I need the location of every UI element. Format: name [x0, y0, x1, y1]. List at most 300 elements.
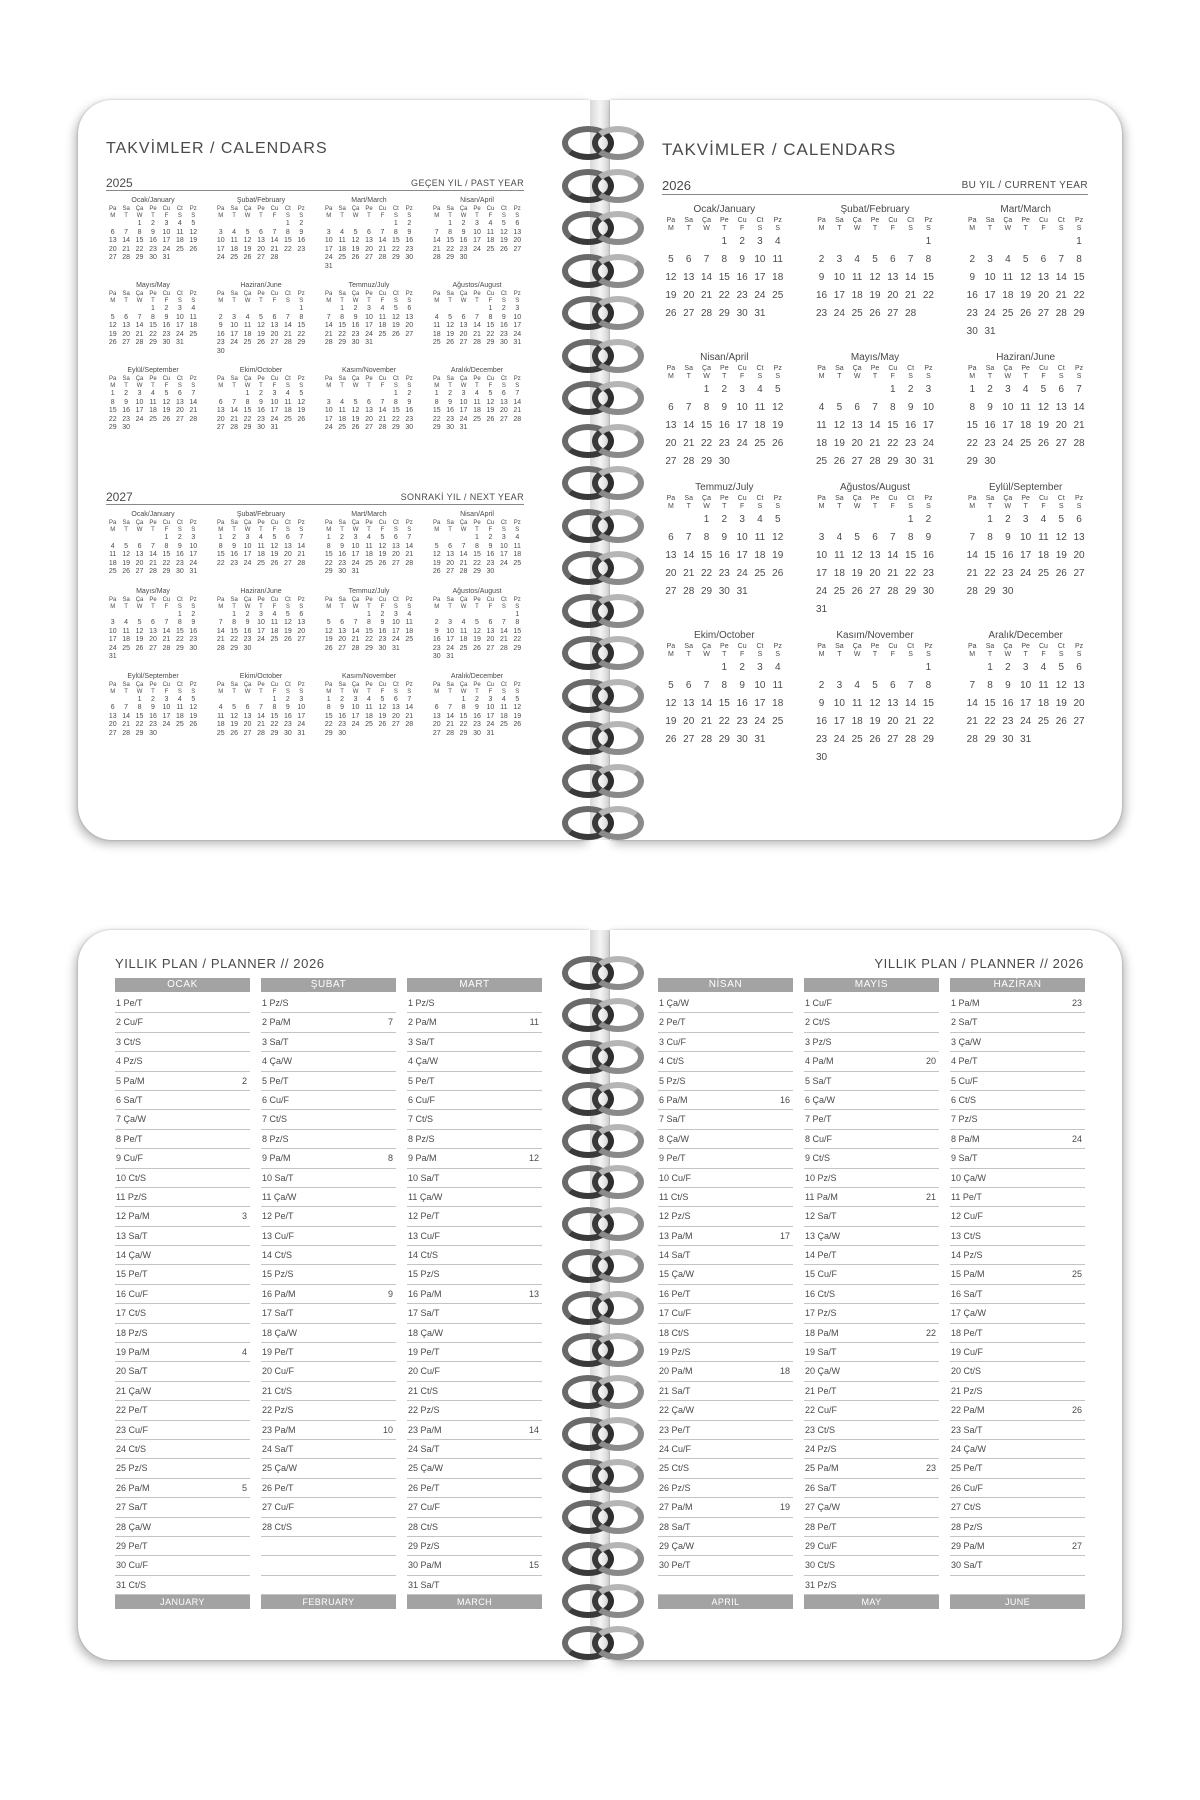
day-number: 19	[772, 550, 784, 561]
month-name: Kasım/November	[341, 367, 397, 374]
weekday-label-tr: Pa	[217, 291, 225, 297]
day-number: 10	[833, 272, 845, 283]
day-number: 12	[297, 398, 306, 406]
day-number: 18	[772, 272, 784, 283]
weekday-label-en: F	[890, 503, 895, 510]
day-number: 12	[473, 627, 481, 635]
weekday-label-tr: Pe	[257, 520, 265, 526]
weekday-label-tr: Pa	[666, 495, 676, 502]
day-number: 23	[162, 330, 171, 338]
day-number: 11	[772, 254, 783, 265]
weekday-label-en: S	[299, 688, 304, 695]
day-number: 21	[887, 568, 899, 579]
planner-day-row	[407, 1421, 542, 1440]
weekday-label-tr: Pz	[189, 291, 197, 297]
day-number: 25	[1020, 438, 1032, 449]
day-number: 23	[230, 559, 239, 567]
day-number: 20	[216, 415, 225, 423]
month-footer: JUNE	[950, 1595, 1085, 1609]
day-number: 4	[151, 390, 155, 397]
day-label: 18 Ça/W	[408, 1327, 444, 1338]
weekday-label-tr: Ct	[500, 596, 507, 603]
weekday-label-en: F	[272, 298, 277, 304]
weekday-label-en: T	[987, 651, 993, 658]
day-label: 26 Sa/T	[805, 1482, 837, 1493]
planner-day-row	[658, 1382, 793, 1401]
day-number: 7	[285, 313, 290, 321]
weekday-label-tr: Pa	[217, 520, 225, 526]
day-number: 17	[446, 636, 455, 643]
month-calendar	[430, 281, 524, 356]
day-number: 28	[270, 254, 279, 261]
blank-day	[830, 511, 848, 529]
weekday-label-tr: Pe	[870, 365, 880, 372]
month-name: Ağustos/August	[839, 482, 911, 493]
day-number: 26	[391, 330, 400, 338]
week-number: 12	[528, 1153, 539, 1164]
weekday-label-en: S	[1058, 373, 1064, 380]
planner-day-row	[115, 1072, 250, 1091]
day-number: 2	[448, 390, 453, 397]
weekday-label-tr: Ça	[351, 681, 360, 688]
weekday-label-en: F	[890, 651, 895, 658]
day-number: 26	[446, 339, 455, 346]
planner-day-row	[804, 1052, 939, 1071]
day-number: 31	[459, 424, 468, 431]
weekday-label-en: T	[686, 225, 691, 232]
weekday-label-en: W	[1004, 373, 1012, 380]
month-calendar	[430, 366, 524, 433]
day-number: 11	[270, 619, 279, 626]
day-number: 21	[700, 290, 713, 301]
weekday-label-en: T	[872, 503, 878, 510]
planner-day-row	[804, 1110, 939, 1129]
day-number: 1	[151, 305, 155, 312]
day-number: 14	[905, 698, 917, 709]
blank-day	[999, 233, 1017, 251]
day-number: 14	[257, 712, 265, 720]
planner-day-row	[407, 1149, 542, 1168]
day-number: 11	[257, 542, 265, 550]
day-number: 1	[285, 220, 290, 227]
day-number: 14	[270, 237, 279, 244]
day-number: 30	[718, 586, 730, 597]
day-number: 15	[175, 627, 184, 635]
weekday-label-tr: Sa	[230, 596, 238, 603]
weekday-label-en: W	[136, 688, 143, 695]
planner-day-row	[950, 1207, 1085, 1226]
day-number: 14	[378, 237, 387, 244]
day-number: 12	[772, 402, 784, 413]
day-number: 24	[459, 415, 468, 423]
blank-day	[430, 696, 443, 705]
weekday-label-tr: Pa	[217, 681, 225, 688]
month-days	[963, 217, 1088, 341]
day-label: 31 Ct/S	[116, 1579, 147, 1590]
day-number: 10	[189, 542, 198, 550]
weekday-label-en: W	[460, 603, 467, 610]
blank-day	[698, 659, 716, 677]
weekday-label-en: S	[757, 373, 763, 380]
planner-day-row	[115, 1052, 250, 1071]
blank-day	[830, 233, 848, 251]
weekday-label-tr: Pe	[149, 520, 157, 526]
weekday-label-en: T	[367, 603, 371, 610]
weekday-label-tr: Pz	[513, 681, 521, 688]
blank-day	[254, 220, 267, 229]
day-number: 28	[297, 559, 306, 567]
month-calendar	[214, 196, 308, 271]
weekday-label-en: T	[475, 527, 479, 533]
weekday-label-en: M	[218, 688, 224, 695]
blank-day	[662, 511, 680, 529]
month-days	[322, 291, 416, 348]
day-number: 31	[1020, 734, 1032, 745]
blank-day	[1017, 233, 1035, 251]
day-number: 16	[984, 420, 996, 431]
planner-day-row	[804, 1207, 939, 1226]
day-number: 3	[393, 610, 398, 618]
weekday-label-tr: Cu	[270, 376, 279, 382]
day-number: 7	[272, 228, 277, 236]
day-number: 7	[461, 542, 466, 550]
month-days	[106, 520, 200, 577]
day-number: 3	[299, 695, 304, 703]
day-number: 26	[108, 339, 117, 346]
weekday-label-tr: Pe	[365, 596, 373, 603]
day-number: 8	[890, 402, 896, 413]
weekday-label-tr: Cu	[737, 643, 747, 650]
day-number: 15	[283, 237, 292, 244]
day-number: 9	[721, 402, 728, 413]
month-name: Eylül/September	[127, 367, 179, 374]
month-calendar	[662, 203, 787, 341]
day-number: 8	[137, 704, 142, 711]
day-number: 17	[175, 322, 184, 329]
day-number: 27	[459, 339, 468, 346]
weekday-label-tr: Ct	[756, 643, 764, 650]
day-number: 16	[432, 636, 441, 643]
weekday-label-en: T	[367, 527, 371, 533]
day-number: 20	[365, 245, 373, 253]
day-label: 22 Cu/F	[805, 1405, 838, 1416]
day-number: 12	[432, 551, 441, 558]
blank-day	[848, 233, 866, 251]
month-calendar	[963, 351, 1088, 471]
day-number: 27	[216, 424, 225, 431]
day-number: 13	[297, 619, 306, 626]
weekday-label-tr: Pz	[189, 376, 197, 382]
blank-day	[848, 659, 866, 677]
weekday-label-en: W	[136, 213, 143, 219]
day-number: 25	[1037, 716, 1050, 727]
day-number: 6	[434, 704, 439, 711]
day-number: 11	[433, 322, 441, 329]
day-number: 19	[135, 636, 144, 643]
weekday-label-en: F	[1041, 373, 1046, 380]
weekday-label-tr: Pa	[109, 206, 117, 212]
day-number: 1	[703, 384, 710, 395]
day-label: 6 Ct/S	[951, 1094, 977, 1105]
day-label: 16 Ct/S	[805, 1288, 836, 1299]
blank-day	[106, 220, 119, 229]
day-number: 19	[243, 245, 252, 253]
day-label: 16 Pa/M	[408, 1288, 442, 1299]
weekday-label-en: M	[218, 383, 224, 389]
weekday-label-tr: Cu	[1038, 495, 1048, 502]
day-number: 2	[739, 662, 745, 673]
day-number: 16	[338, 551, 347, 558]
day-number: 16	[1002, 550, 1014, 561]
planner-day-row	[407, 1285, 542, 1304]
day-number: 13	[1037, 272, 1050, 283]
day-label: 9 Pe/T	[659, 1153, 686, 1164]
day-number: 14	[230, 407, 239, 414]
day-number: 23	[122, 415, 131, 423]
day-label: 17 Ct/S	[116, 1308, 147, 1319]
day-number: 9	[340, 704, 345, 711]
day-number: 15	[700, 550, 713, 561]
day-label: 30 Cu/F	[116, 1560, 149, 1571]
day-label: 28 Pz/S	[951, 1521, 983, 1532]
day-number: 29	[459, 729, 468, 737]
day-label: 19 Sa/T	[805, 1347, 837, 1358]
day-number: 29	[297, 339, 306, 346]
planner-day-row	[804, 1459, 939, 1478]
day-label: 28 Pe/T	[805, 1521, 837, 1532]
day-number: 30	[338, 729, 347, 737]
day-number: 2	[987, 384, 993, 395]
weekday-label-en: T	[448, 603, 452, 610]
day-number: 2	[818, 680, 825, 691]
day-number: 14	[905, 272, 917, 283]
month-days	[106, 597, 200, 662]
day-number: 11	[1038, 680, 1049, 691]
month-header: MAYIS	[804, 978, 939, 992]
day-number: 6	[137, 542, 142, 550]
blank-day	[214, 696, 227, 705]
blank-day	[963, 511, 981, 529]
day-number: 29	[338, 339, 347, 346]
day-number: 11	[772, 680, 783, 691]
day-number: 15	[391, 237, 400, 244]
weekday-label-en: T	[367, 298, 371, 304]
day-number: 6	[515, 220, 520, 227]
day-number: 26	[135, 644, 144, 652]
weekday-label-en: W	[136, 383, 143, 389]
day-number: 24	[189, 559, 198, 567]
day-number: 8	[285, 228, 290, 236]
day-number: 26	[1055, 716, 1067, 727]
day-number: 14	[513, 398, 522, 406]
weekday-label-tr: Ça	[243, 681, 252, 688]
day-number: 25	[459, 644, 468, 652]
day-label: 9 Cu/F	[116, 1153, 144, 1164]
weekday-label-tr: Ct	[1057, 217, 1065, 224]
day-number: 12	[378, 704, 387, 711]
day-number: 27	[391, 559, 400, 567]
day-label: 16 Pa/M	[262, 1288, 296, 1299]
weekday-label-en: M	[434, 213, 440, 219]
day-number: 3	[818, 532, 825, 543]
day-label: 22 Pa/M	[951, 1405, 985, 1416]
day-number: 10	[270, 398, 279, 406]
day-number: 11	[149, 398, 157, 406]
planner-day-row	[950, 1479, 1085, 1498]
weekday-label-tr: Pz	[1074, 217, 1084, 224]
weekday-label-en: S	[393, 383, 398, 389]
day-number: 25	[1037, 568, 1050, 579]
day-number: 23	[486, 559, 495, 567]
day-label: 2 Pa/M	[408, 1017, 437, 1028]
month-days	[106, 291, 200, 348]
planner-month-mart	[407, 978, 542, 1609]
day-number: 16	[905, 420, 917, 431]
blank-day	[146, 534, 159, 543]
day-number: 6	[685, 254, 692, 265]
day-number: 30	[216, 347, 225, 355]
day-number: 26	[378, 721, 387, 728]
weekday-label-tr: Pz	[189, 681, 197, 688]
weekday-label-tr: Ct	[907, 495, 915, 502]
weekday-label-en: W	[244, 603, 251, 610]
day-number: 12	[189, 704, 198, 711]
day-label: 8 Pz/S	[408, 1133, 435, 1144]
day-number: 30	[486, 568, 495, 575]
day-number: 7	[475, 313, 479, 321]
planner-day-row	[407, 1459, 542, 1478]
planner-day-row	[115, 1518, 250, 1537]
weekday-label-en: S	[775, 503, 781, 510]
planner-day-row	[804, 1149, 939, 1168]
day-number: 27	[338, 644, 347, 652]
planner-day-row	[261, 1188, 396, 1207]
day-label: 6 Cu/F	[408, 1094, 436, 1105]
day-number: 26	[473, 644, 481, 652]
weekday-label-tr: Pe	[149, 596, 157, 603]
day-number: 3	[353, 534, 358, 541]
weekday-label-en: S	[926, 225, 931, 232]
weekday-label-en: T	[686, 503, 691, 510]
day-number: 13	[391, 542, 400, 550]
day-number: 30	[815, 752, 828, 763]
day-number: 20	[499, 407, 508, 414]
day-label: 5 Pe/T	[408, 1075, 435, 1086]
month-name: Eylül/September	[127, 672, 179, 680]
weekday-label-en: S	[407, 688, 412, 695]
day-number: 27	[887, 734, 899, 745]
weekday-label-tr: Pz	[513, 376, 521, 382]
day-number: 15	[446, 237, 455, 244]
weekday-label-en: S	[191, 688, 196, 695]
day-number: 21	[700, 716, 713, 727]
day-number: 26	[1020, 308, 1032, 319]
day-number: 16	[175, 551, 184, 558]
weekday-label-tr: Pz	[924, 495, 933, 502]
weekday-label-en: S	[407, 527, 412, 533]
day-number: 30	[405, 424, 414, 431]
planner-day-row	[804, 1362, 939, 1381]
planner-day-row	[407, 1072, 542, 1091]
weekday-label-en: W	[244, 527, 251, 533]
day-number: 18	[1002, 290, 1014, 301]
weekday-label-tr: Sa	[230, 520, 238, 526]
planner-day-row	[804, 1343, 939, 1362]
day-number: 31	[922, 456, 934, 467]
weekday-label-tr: Ça	[1003, 217, 1013, 224]
blank-day	[443, 534, 456, 543]
weekday-label-tr: Ct	[907, 365, 915, 372]
weekday-label-en: W	[460, 527, 467, 533]
day-number: 6	[245, 704, 250, 711]
day-number: 10	[754, 680, 766, 691]
weekday-label-tr: Pz	[1074, 643, 1084, 650]
day-number: 10	[108, 627, 117, 635]
day-number: 13	[887, 698, 899, 709]
blank-day	[484, 611, 497, 620]
weekday-label-en: W	[136, 298, 143, 304]
weekday-label-tr: Ça	[459, 681, 468, 688]
day-label: 9 Ct/S	[805, 1153, 831, 1164]
weekday-label-en: W	[853, 225, 861, 232]
month-name: Haziran/June	[240, 587, 282, 595]
weekday-label-en: W	[244, 213, 251, 219]
day-number: 29	[391, 254, 400, 261]
weekday-label-tr: Pz	[773, 217, 782, 224]
day-number: 8	[969, 402, 975, 413]
day-number: 9	[488, 542, 493, 550]
blank-day	[680, 381, 698, 399]
weekday-label-tr: Ça	[702, 495, 711, 502]
planner-day-row	[658, 1110, 793, 1129]
day-label: 15 Cu/F	[805, 1269, 838, 1280]
day-label: 25 Ct/S	[659, 1463, 690, 1474]
blank-day	[848, 381, 866, 399]
weekday-label-en: T	[124, 527, 128, 533]
weekday-label-en: T	[1023, 651, 1028, 658]
day-number: 13	[513, 228, 522, 236]
day-number: 30	[378, 644, 387, 652]
day-number: 19	[1055, 698, 1067, 709]
day-label: 24 Sa/T	[262, 1443, 294, 1454]
month-name: Ağustos/August	[452, 587, 502, 595]
blank-day	[119, 611, 132, 620]
day-number: 3	[1022, 514, 1029, 525]
day-number: 19	[189, 237, 198, 244]
day-number: 1	[515, 610, 520, 618]
day-number: 30	[162, 339, 171, 346]
day-number: 9	[907, 402, 914, 413]
day-number: 16	[718, 550, 730, 561]
planner-day-row	[407, 1091, 542, 1110]
weekday-label-tr: Pz	[513, 291, 521, 297]
day-number: 4	[110, 542, 115, 550]
day-label: 20 Ça/W	[805, 1366, 841, 1377]
day-number: 31	[815, 604, 828, 615]
weekday-label-en: W	[244, 383, 251, 389]
planner-day-row	[804, 1285, 939, 1304]
day-number: 9	[925, 532, 932, 543]
day-number: 24	[230, 339, 239, 346]
week-number: 25	[1071, 1269, 1082, 1280]
blank-day	[430, 534, 443, 543]
day-number: 12	[1055, 680, 1067, 691]
weekday-label-en: M	[434, 527, 440, 533]
day-number: 2	[925, 514, 932, 525]
day-label: 1 Pz/S	[408, 998, 435, 1008]
day-number: 16	[189, 627, 198, 635]
blank-day	[335, 611, 348, 620]
